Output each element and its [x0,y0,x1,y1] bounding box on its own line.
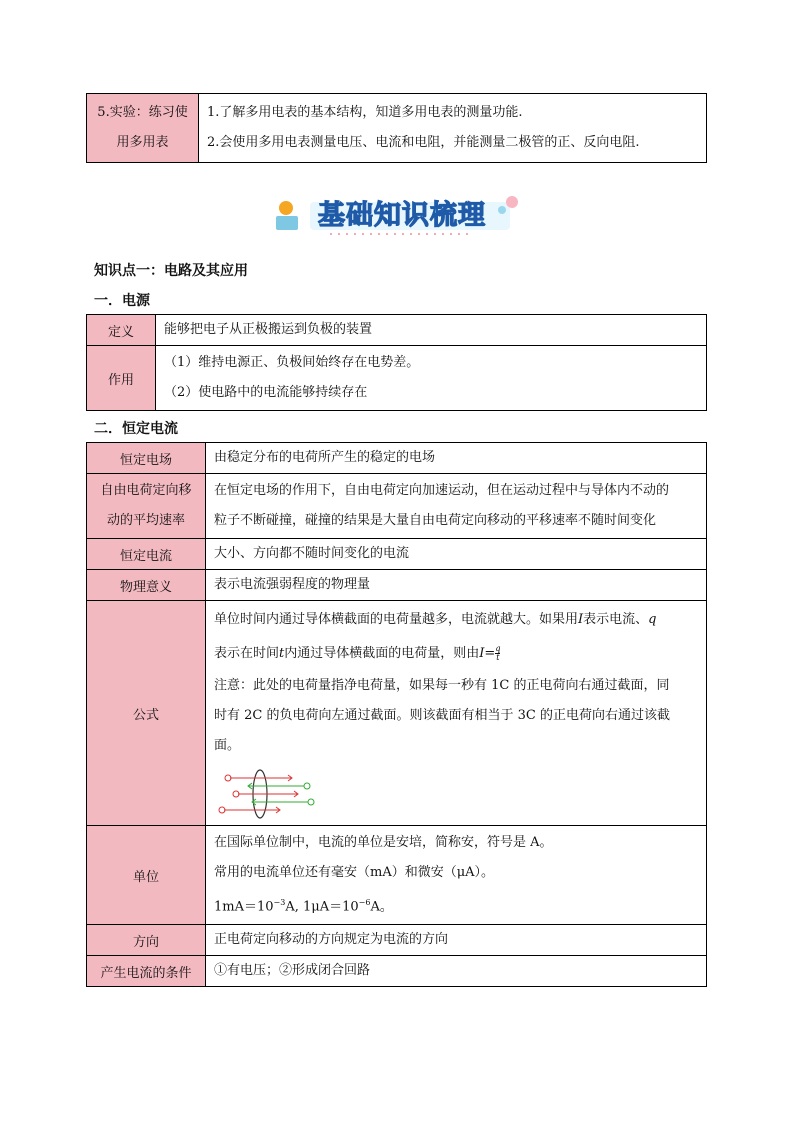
objective-label-line-2: 用多用表 [116,135,169,150]
formula-line-2-text-a: 表示在时间 [214,646,280,661]
formula-label: 公式 [87,601,206,826]
note-line-1: 注意：此处的电荷量指净电荷量，如果每一秒有 1C 的正电荷向右通过截面，同 [214,678,670,693]
current-text: 大小、方向都不随时间变化的电流 [206,539,707,570]
condition-label: 产生电流的条件 [87,956,206,987]
objective-item-1: 1.了解多用电表的基本结构，知道多用电表的测量功能. [207,105,523,120]
unit-label: 单位 [87,826,206,925]
formula-line-1 [206,603,706,637]
objective-label-cell [87,94,199,163]
formula-cell [206,601,707,826]
speed-cell [206,474,707,539]
speed-label [87,474,206,539]
unit-cell [206,826,707,925]
charge-flow-diagram [218,767,318,821]
objective-item-2: 2.会使用多用电表测量电压、电流和电阻，并能测量二极管的正、反向电阻. [207,135,640,150]
unit-line-2: 常用的电流单位还有毫安（mA）和微安（μA）。 [214,865,495,880]
direction-label: 方向 [87,925,206,956]
role-cell [156,346,707,411]
unit-line-3-a: 1mA＝10 [214,899,274,915]
formula-denominator: t [496,653,500,662]
formula-numerator: q [495,644,501,653]
power-table [86,314,707,411]
formula-fraction [495,645,500,662]
formula-line-1-text-b: 表示电流、 [583,612,649,627]
definition-text: 能够把电子从正极搬运到负极的装置 [156,315,707,346]
section2-heading: 二．恒定电流 [94,421,178,437]
knowledge-point-heading: 知识点一：电路及其应用 [94,263,248,279]
formula-line-2-text-b: 内通过导体横截面的电荷量，则由 [284,646,480,661]
formula-line-1-text-a: 单位时间内通过导体横截面的电荷量越多，电流就越大。如果用 [214,612,579,627]
objectives-table [86,93,707,163]
unit-line-3-c: A。 [370,899,393,915]
direction-text: 正电荷定向移动的方向规定为电流的方向 [206,925,707,956]
formula-line-2 [206,637,706,671]
section1-heading: 一．电源 [94,293,150,309]
field-text: 由稳定分布的电荷所产生的稳定的电场 [206,443,707,474]
formula-symbol-q: q [648,612,657,627]
role-label: 作用 [87,346,156,411]
role-item-2: （2）使电路中的电流能够持续存在 [164,385,368,400]
objective-items-cell [199,94,707,163]
definition-label: 定义 [87,315,156,346]
unit-line-3-b: A, 1μA＝10 [285,899,359,915]
speed-line-1: 在恒定电场的作用下，自由电荷定向加速运动，但在运动过程中与导体内不动的 [214,483,670,498]
unit-exp-1: −3 [273,898,286,907]
formula-eq-I: I [479,646,485,661]
formula-symbol-t: t [279,646,285,661]
condition-text: ①有电压；②形成闭合回路 [206,956,707,987]
role-item-1: （1）维持电源正、负极间始终存在电势差。 [164,355,420,370]
formula-symbol-I: I [578,612,584,627]
unit-line-1: 在国际单位制中，电流的单位是安培，简称安，符号是 A。 [214,835,553,850]
note-line-3: 面。 [214,738,241,753]
unit-exp-2: −6 [358,898,371,907]
meaning-label: 物理意义 [87,570,206,601]
current-label: 恒定电流 [87,539,206,570]
note-line-2: 时有 2C 的负电荷向左通过截面。则该截面有相当于 3C 的正电荷向右通过该截 [214,708,670,723]
current-table [86,442,707,987]
speed-label-line-2: 动的平均速率 [106,513,185,528]
speed-label-line-1: 自由电荷定向移 [100,483,192,498]
objective-label-line-1: 5.实验：练习使 [97,105,188,120]
field-label: 恒定电场 [87,443,206,474]
meaning-text: 表示电流强弱程度的物理量 [206,570,707,601]
formula-eq-sign: = [484,646,496,661]
unit-line-3 [206,888,706,922]
speed-line-2: 粒子不断碰撞，碰撞的结果是大量自由电荷定向移动的平移速率不随时间变化 [214,513,657,528]
banner-title: 基础知识梳理 [318,200,486,231]
